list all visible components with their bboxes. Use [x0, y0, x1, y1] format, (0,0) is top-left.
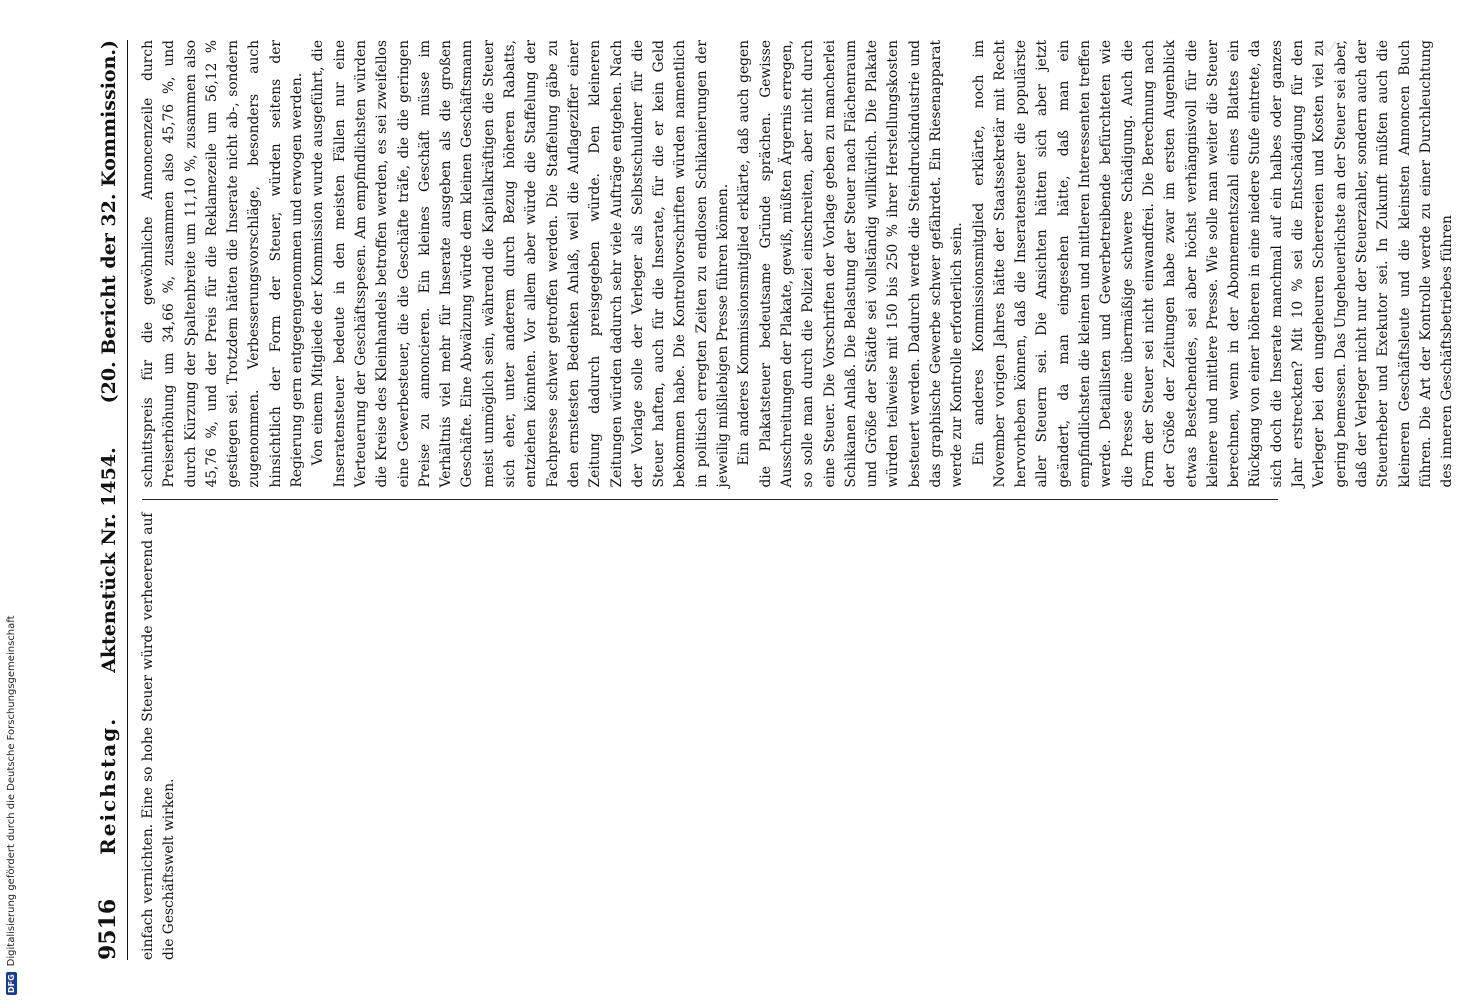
page-number: 9516 [95, 898, 121, 960]
column-divider [142, 500, 1278, 501]
page-header [95, 40, 128, 960]
paragraph: Ein anderes Kommissionsmitglied erklärte, noch im November vorigen Jahres hätte der Staatssekretär mit Recht hervorheben können, daß die Inseratensteuer die populärste aller Steuern sei. Die Ansichten hätten sich aber jetzt geändert, da man eingesehen hätte, daß man ein empfindlichsten die kleinen und mittleren Interessenten treffen werde. Detaillisten und Gewerbetreibende befürchteten wie die Presse eine übermäßige schwere Schädigung. Auch die Form der Steuer sei nicht einwandfrei. Die Berechnung nach der Größe der Zeitungen habe zwar im ersten Augenblick etwas Bestechendes, sei aber höchst verhängnisvoll für die kleinere und mittlere Presse. Wie solle man weiter die Steuer berechnen, wenn in der Abonnementszahl eines Blattes ein Rückgang von einer höheren in eine niedere Stufe eintrete, da sich doch die Inserate manchmal auf ein halbes oder ganzes Jahr erstreckten? Mit 10 % sei die Entschädigung für den Verleger bei den ungeheuren Scherereien und Kosten viel zu gering bemessen. Das Ungeheuerlichste an der Steuer sei aber, daß der Verleger nicht nur der Steuerzahler, sondern auch der Steuerheber und Exekutor sei. In Zukunft müßten auch die kleineren Geschäftsleute und die kleinsten Annoncen Buch führen. Die Art der Kontrolle werde zu einer Durchleuchtung des inneren Geschäftsbetriebes führen [970, 40, 1456, 488]
text-columns [138, 40, 1456, 960]
scan-mark-icon [1315, 38, 1345, 60]
digitization-credit [6, 605, 17, 995]
header-document: Aktenstück Nr. 1454. [98, 447, 120, 673]
dfg-logo: DFG [7, 974, 16, 993]
header-committee: (20. Bericht der 32. Kommission.) [98, 40, 120, 404]
document-page [75, 0, 1456, 1000]
paragraph: Ein anderes Kommissionsmitglied erklärte, daß auch gegen die Plakatsteuer bedeutsame Gründe sprächen. Gewisse Ausschreitungen der Plakate, gewiß, müßten Ärgernis erregen, so solle man durch die Polizei einschreiten, aber nicht durch eine Steuer. Die Vorschriften der Vorlage geben zu mancherlei Schikanen Anlaß. Die Belastung der Steuer nach Flächenraum und Größe der Städte sei vollständig willkürlich. Die Plakate würden teilweise mit 150 bis 250 % ihrer Herstellungskosten besteuert werden. Dadurch werde die Steindruckindustrie und das graphische Gewerbe schwer gefährdet. Ein Riesenapparat werde zur Kontrolle erforderlich sein. [736, 40, 966, 488]
left-column [138, 501, 1298, 961]
credit-text: Digitalisierung gefördert durch die Deutsche Forschungsgemeinschaft [6, 615, 17, 967]
paragraph: einfach vernichten. Eine so hohe Steuer würde verheerend auf die Geschäftswelt wirken. [140, 512, 178, 960]
paragraph: schnittspreis für die gewöhnliche Annoncenzeile durch Preiserhöhung um 34,66 %, zusammen also 45,76 %, und durch Kürzung der Spaltenbreite um 11,10 %, zusammen also 45,76 %, und der Preis für die Reklamezeile um 56,12 % gestiegen sei. Trotzdem hätten die Inserate nicht ab-, sondern zugenommen. Verbesserungsvorschläge, besonders auch hinsichtlich der Form der Steuer, würden seitens der Regierung gern entgegengenommen und erwogen werden. [140, 40, 306, 488]
paragraph: Von einem Mitgliede der Kommission wurde ausgeführt, die Inseratensteuer bedeute in den meisten Fällen nur eine Verteuerung der Geschäftsspesen. Am empfindlichsten würden die Kreise des Kleinhandels betroffen werden, es sei zweifellos eine Gewerbesteuer, die die Geschäfte träfe, die die geringen Preise zu annoncieren. Ein kleines Geschäft müsse im Verhältnis viel mehr für Inserate ausgeben als die großen Geschäfte. Eine Abwälzung würde dem kleinen Geschäftsmann meist unmöglich sein, während die Kapitalkräftigen die Steuer sich eher, unter anderem durch Bezug höheren Rabatts, entziehen könnten. Vor allem aber würde die Staffelung der Fachpresse schwer getroffen werden. Die Staffelung gäbe zu den ernstesten Bedenken Anlaß, weil die Auflageziffer einer Zeitung dadurch preisgegeben würde. Den kleineren Zeitungen würden dadurch sehr viele Aufträge entgehen. Nach der Vorlage solle der Verleger als Selbstschuldner für die Steuer haften, auch für die Inserate, für die er kein Geld bekommen habe. Die Kontrollvorschriften würden namentlich in politisch erregten Zeiten zu endlosen Schikanierungen der jeweilig mißliebigen Presse führen können. [310, 40, 732, 488]
right-column [138, 40, 1456, 500]
header-title: Reichstag. [96, 716, 120, 855]
